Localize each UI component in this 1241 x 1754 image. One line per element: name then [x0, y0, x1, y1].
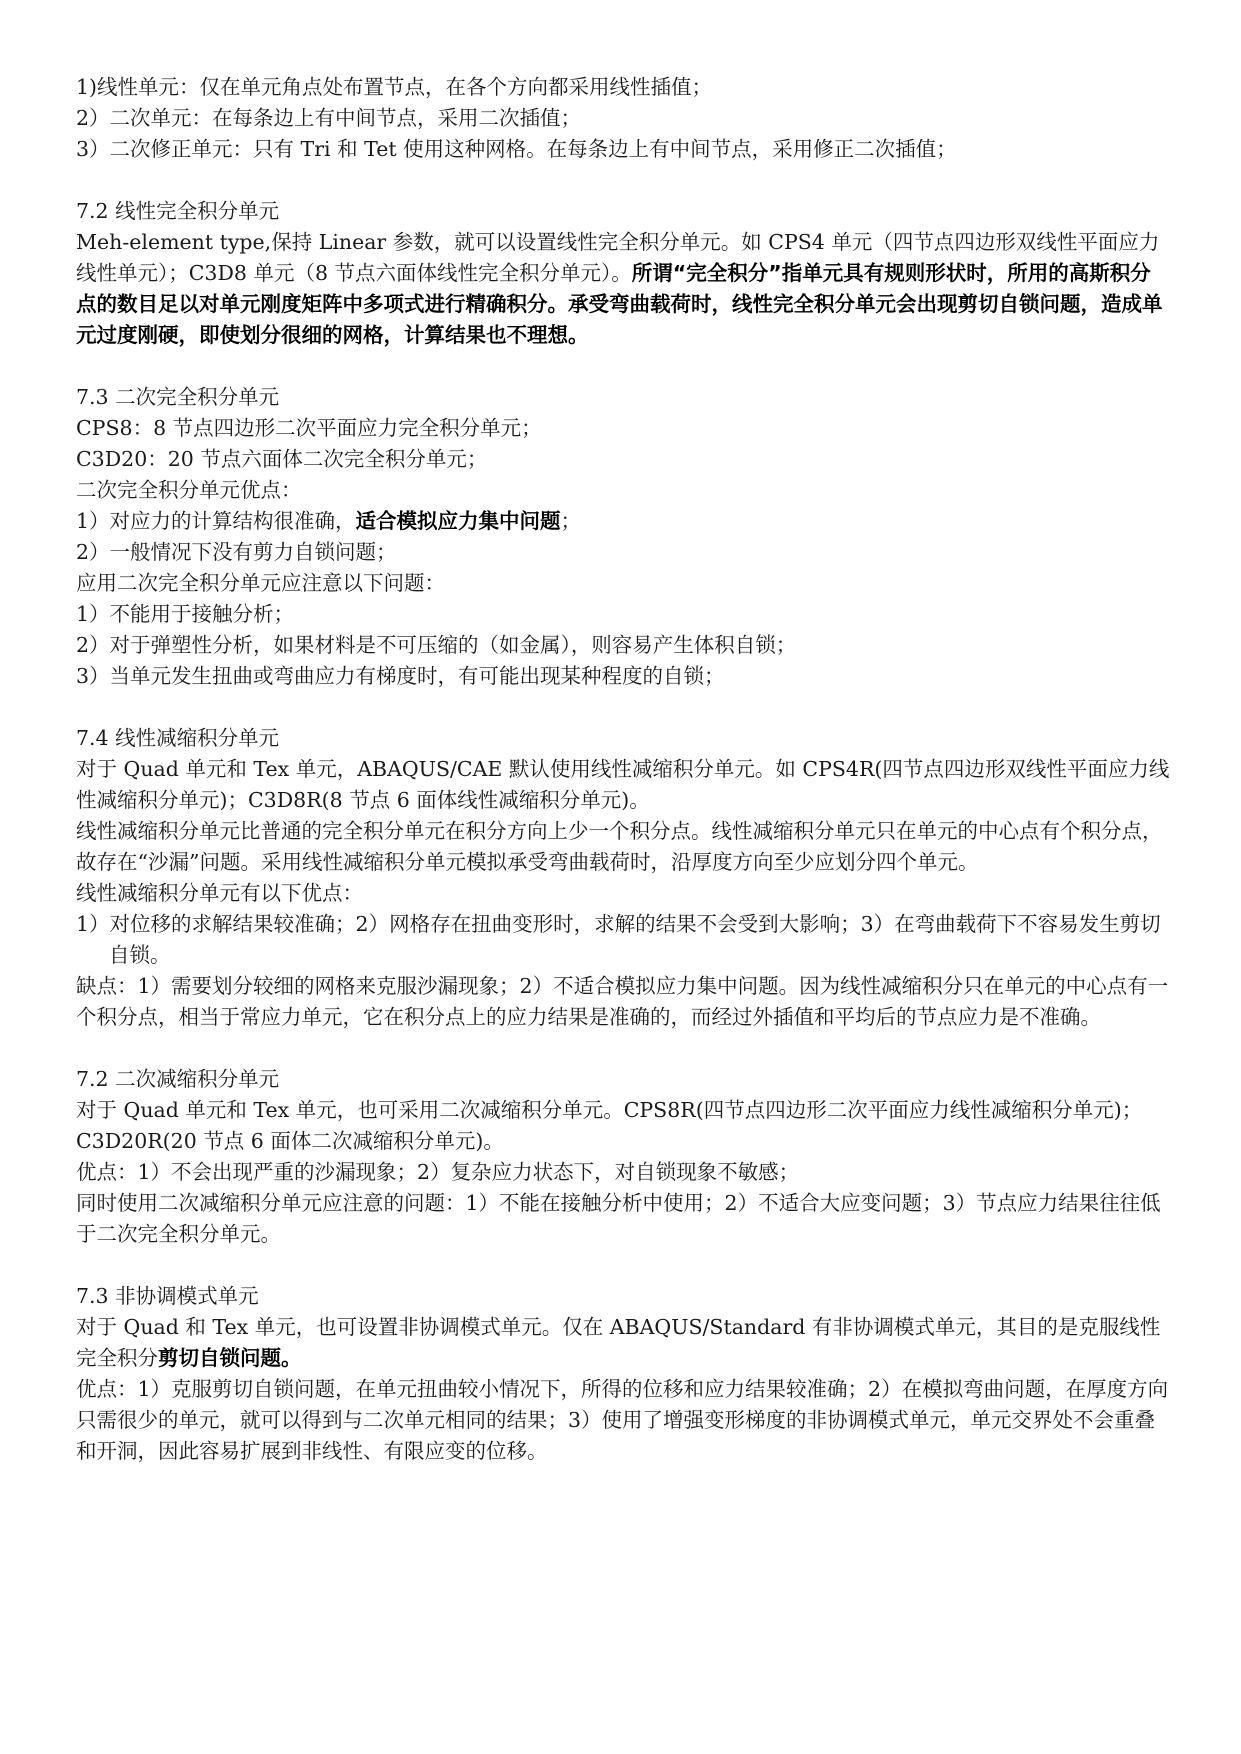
linear-full-bold-text: 所谓“完全积分”指单元具有规则形状时，所用的高斯积分点的数目足以对单元刚度矩阵中多项式进行精确积分。承受弯曲载荷时，线性完全积分单元会出现剪切自锁问题，造成单元过度刚硬，即使划分很细的网格，计算结果也不理想。 — [76, 261, 1163, 347]
quadratic-full-line-3: 二次完全积分单元优点： — [76, 478, 302, 502]
linear-reduced-disadvantages: 缺点：1）需要划分较细的网格来克服沙漏现象；2）不适合模拟应力集中问题。因为线性减缩积分只在单元的中心点有一个积分点，相当于常应力单元，它在积分点上的应力结果是准确的，而经过外插值和平均后的节点应力是不准确。 — [76, 974, 1169, 1029]
incompatible-mode-text: 对于 Quad 和 Tex 单元，也可设置非协调模式单元。仅在 ABAQUS/Standard 有非协调模式单元，其目的是克服线性完全积分 — [76, 1315, 1161, 1370]
linear-full-paragraph — [76, 227, 1171, 351]
linear-full-text: Meh-element type,保持 Linear 参数，就可以设置线性完全积分单元。如 CPS4 单元（四节点四边形双线性平面应力线性单元）；C3D8 单元（8 节点六面体线性完全积分单元）。 — [76, 230, 1160, 285]
linear-reduced-paragraph-3: 线性减缩积分单元有以下优点： — [76, 881, 363, 905]
quadratic-full-line-9: 3）当单元发生扭曲或弯曲应力有梯度时，有可能出现某种程度的自锁； — [76, 664, 725, 688]
section-title-incompatible-mode: 7.3 非协调模式单元 — [76, 1284, 259, 1308]
incompatible-mode-paragraph-2: 优点：1）克服剪切自锁问题，在单元扭曲较小情况下，所得的位移和应力结果较准确；2）在模拟弯曲问题，在厚度方向只需很少的单元，就可以得到与二次单元相同的结果；3）使用了增强变形梯度的非协调模式单元，单元交界处不会重叠和开洞，因此容易扩展到非线性、有限应变的位移。 — [76, 1377, 1169, 1463]
quadratic-reduced-paragraph-2: 优点：1）不会出现严重的沙漏现象；2）复杂应力状态下，对自锁现象不敏感； — [76, 1160, 800, 1184]
quadratic-reduced-paragraph-3: 同时使用二次减缩积分单元应注意的问题：1）不能在接触分析中使用；2）不适合大应变问题；3）节点应力结果往往低于二次完全积分单元。 — [76, 1191, 1161, 1246]
intro-line-2: 2）二次单元：在每条边上有中间节点，采用二次插值； — [76, 106, 582, 130]
linear-reduced-paragraph-1: 对于 Quad 单元和 Tex 单元，ABAQUS/CAE 默认使用线性减缩积分单元。如 CPS4R(四节点四边形双线性平面应力线性减缩积分单元)；C3D8R(8 节点 6 面体线性减缩积分单元)。 — [76, 757, 1170, 812]
quadratic-reduced-paragraph-1: 对于 Quad 单元和 Tex 单元，也可采用二次减缩积分单元。CPS8R(四节点四边形二次平面应力线性减缩积分单元)；C3D20R(20 节点 6 面体二次减缩积分单元)。 — [76, 1098, 1143, 1153]
linear-reduced-paragraph-2: 线性减缩积分单元比普通的完全积分单元在积分方向上少一个积分点。线性减缩积分单元只在单元的中心点有个积分点，故存在“沙漏”问题。采用线性减缩积分单元模拟承受弯曲载荷时，沿厚度方向至少应划分四个单元。 — [76, 819, 1163, 874]
incompatible-mode-paragraph-1 — [76, 1312, 1171, 1374]
quadratic-full-line-8: 2）对于弹塑性分析，如果材料是不可压缩的（如金属），则容易产生体积自锁； — [76, 633, 797, 657]
quadratic-full-line-7: 1）不能用于接触分析； — [76, 602, 295, 626]
section-title-quadratic-reduced: 7.2 二次减缩积分单元 — [76, 1067, 280, 1091]
incompatible-mode-bold-text: 剪切自锁问题。 — [158, 1346, 302, 1370]
section-title-quadratic-full: 7.3 二次完全积分单元 — [76, 385, 280, 409]
linear-reduced-advantages: 1）对位移的求解结果较准确；2）网格存在扭曲变形时，求解的结果不会受到大影响；3）在弯曲载荷下不容易发生剪切自锁。 — [76, 912, 1161, 967]
quadratic-full-line-4-bold: 适合模拟应力集中问题 — [355, 509, 561, 533]
quadratic-full-line-4 — [76, 506, 1171, 537]
quadratic-full-line-6: 应用二次完全积分单元应注意以下问题： — [76, 571, 445, 595]
quadratic-full-line-4-text: 1）对应力的计算结构很准确， — [76, 509, 356, 533]
quadratic-full-line-1: CPS8：8 节点四边形二次平面应力完全积分单元； — [76, 416, 542, 440]
section-title-linear-reduced: 7.4 线性减缩积分单元 — [76, 726, 280, 750]
quadratic-full-line-2: C3D20：20 节点六面体二次完全积分单元； — [76, 447, 488, 471]
quadratic-full-line-4-end: ； — [560, 509, 582, 533]
quadratic-full-line-5: 2）一般情况下没有剪力自锁问题； — [76, 540, 397, 564]
intro-line-3: 3）二次修正单元：只有 Tri 和 Tet 使用这种网格。在每条边上有中间节点，采用修正二次插值； — [76, 137, 957, 161]
intro-line-1: 1)线性单元：仅在单元角点处布置节点，在各个方向都采用线性插值； — [76, 75, 713, 99]
section-title-linear-full: 7.2 线性完全积分单元 — [76, 199, 280, 223]
